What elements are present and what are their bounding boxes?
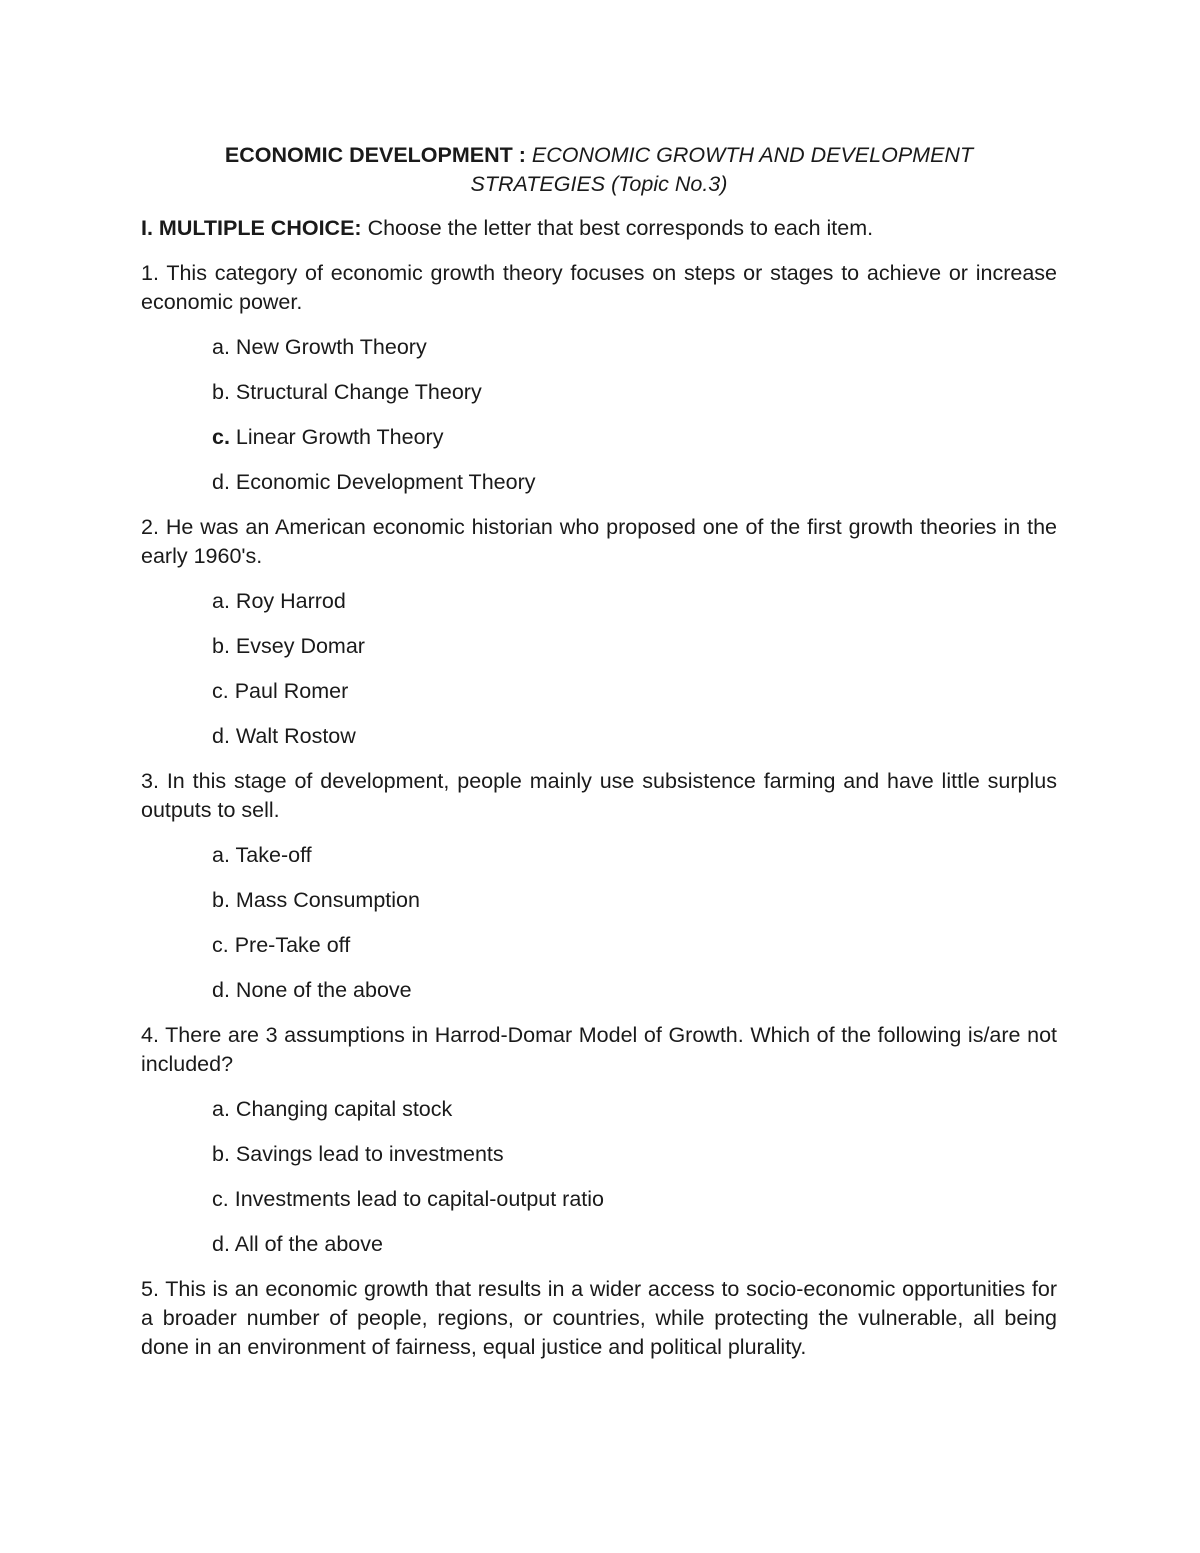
option-letter: d. bbox=[212, 470, 230, 494]
option-text: Pre-Take off bbox=[234, 933, 351, 957]
question-1 bbox=[141, 259, 1057, 317]
option-letter: d. bbox=[212, 1232, 230, 1256]
option-text: Linear Growth Theory bbox=[235, 425, 444, 449]
question-number: 2. bbox=[141, 515, 159, 539]
option-letter: a. bbox=[212, 1097, 230, 1121]
title-topic-line2: STRATEGIES (Topic No.3) bbox=[470, 172, 728, 196]
answer-option bbox=[141, 1230, 1057, 1259]
option-text: Savings lead to investments bbox=[235, 1142, 504, 1166]
answer-option bbox=[141, 468, 1057, 497]
answer-options bbox=[141, 333, 1057, 497]
option-letter: c. bbox=[212, 679, 229, 703]
option-letter: b. bbox=[212, 1142, 230, 1166]
answer-option bbox=[141, 931, 1057, 960]
question-number: 1. bbox=[141, 261, 159, 285]
option-text: None of the above bbox=[235, 978, 412, 1002]
option-text: Roy Harrod bbox=[235, 589, 346, 613]
question-5 bbox=[141, 1275, 1057, 1362]
option-text: Take-off bbox=[235, 843, 312, 867]
option-text: All of the above bbox=[234, 1232, 383, 1256]
question-number: 4. bbox=[141, 1023, 159, 1047]
answer-option bbox=[141, 423, 1057, 452]
question-text: This is an economic growth that results in a wider access to socio-economic opportunities for a broader number of people, regions, or countries, while protecting the vulnerable, all being done in an environment of fairness, equal justice and political plurality. bbox=[141, 1277, 1057, 1359]
title-topic-line1: ECONOMIC GROWTH AND DEVELOPMENT bbox=[531, 143, 974, 167]
option-text: Walt Rostow bbox=[235, 724, 356, 748]
option-letter: c. bbox=[212, 425, 230, 449]
option-text: Mass Consumption bbox=[235, 888, 420, 912]
question-4 bbox=[141, 1021, 1057, 1079]
answer-option bbox=[141, 1185, 1057, 1214]
option-letter: b. bbox=[212, 888, 230, 912]
answer-option bbox=[141, 587, 1057, 616]
option-letter: c. bbox=[212, 1187, 229, 1211]
section-instruction: Choose the letter that best corresponds to each item. bbox=[367, 216, 874, 240]
answer-option bbox=[141, 1095, 1057, 1124]
option-text: Paul Romer bbox=[234, 679, 349, 703]
option-text: Changing capital stock bbox=[235, 1097, 453, 1121]
title-subject: ECONOMIC DEVELOPMENT : bbox=[224, 143, 526, 167]
answer-option bbox=[141, 841, 1057, 870]
question-3 bbox=[141, 767, 1057, 825]
answer-options bbox=[141, 1095, 1057, 1259]
answer-option bbox=[141, 1140, 1057, 1169]
option-letter: d. bbox=[212, 978, 230, 1002]
question-text: In this stage of development, people mainly use subsistence farming and have little surplus outputs to sell. bbox=[141, 769, 1057, 822]
answer-option bbox=[141, 378, 1057, 407]
option-text: Evsey Domar bbox=[235, 634, 365, 658]
question-text: He was an American economic historian who proposed one of the first growth theories in the early 1960's. bbox=[141, 515, 1057, 568]
option-text: Structural Change Theory bbox=[235, 380, 482, 404]
answer-option bbox=[141, 722, 1057, 751]
option-letter: a. bbox=[212, 589, 230, 613]
document-title bbox=[141, 141, 1057, 199]
section-heading: I. MULTIPLE CHOICE: bbox=[141, 216, 362, 240]
question-text: There are 3 assumptions in Harrod-Domar Model of Growth. Which of the following is/are not included? bbox=[141, 1023, 1057, 1076]
answer-option bbox=[141, 677, 1057, 706]
question-list bbox=[141, 259, 1057, 1362]
option-text: New Growth Theory bbox=[235, 335, 427, 359]
option-text: Investments lead to capital-output ratio bbox=[234, 1187, 605, 1211]
option-letter: c. bbox=[212, 933, 229, 957]
answer-option bbox=[141, 886, 1057, 915]
question-number: 3. bbox=[141, 769, 159, 793]
option-letter: d. bbox=[212, 724, 230, 748]
option-letter: a. bbox=[212, 335, 230, 359]
question-text: This category of economic growth theory focuses on steps or stages to achieve or increase economic power. bbox=[141, 261, 1057, 314]
answer-options bbox=[141, 587, 1057, 751]
question-2 bbox=[141, 513, 1057, 571]
answer-option bbox=[141, 333, 1057, 362]
section-instructions bbox=[141, 214, 1057, 243]
question-number: 5. bbox=[141, 1277, 159, 1301]
answer-option bbox=[141, 632, 1057, 661]
document-body bbox=[141, 141, 1057, 1378]
answer-options bbox=[141, 841, 1057, 1005]
answer-option bbox=[141, 976, 1057, 1005]
option-text: Economic Development Theory bbox=[235, 470, 536, 494]
option-letter: b. bbox=[212, 634, 230, 658]
option-letter: a. bbox=[212, 843, 230, 867]
option-letter: b. bbox=[212, 380, 230, 404]
